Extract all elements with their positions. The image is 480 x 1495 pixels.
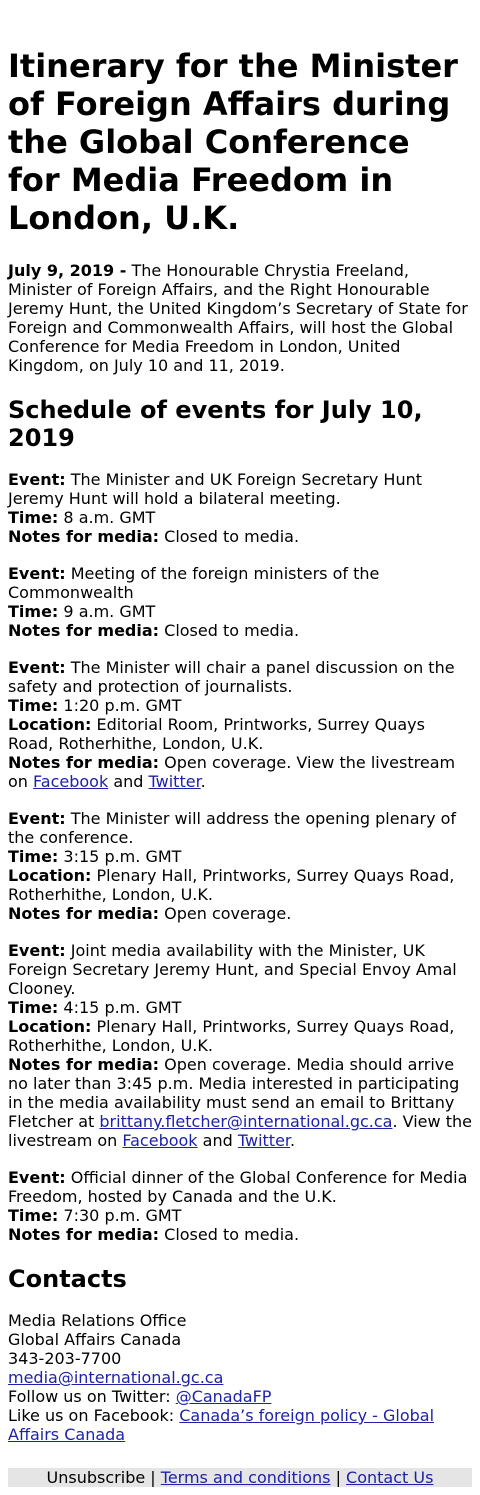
notes-label: Notes for media: bbox=[8, 753, 160, 772]
notes-label: Notes for media: bbox=[8, 621, 160, 640]
contacts-title: Contacts bbox=[8, 1265, 127, 1293]
footer-bar bbox=[8, 1468, 472, 1487]
notes-label: Notes for media: bbox=[8, 904, 160, 923]
event-item-5 bbox=[8, 941, 472, 1150]
facebook-livestream-link[interactable]: Facebook bbox=[122, 1131, 198, 1150]
event-description: Official dinner of the Global Conference for Media Freedom, hosted by Canada and the U.K. bbox=[8, 1168, 468, 1206]
unsubscribe-text[interactable]: Unsubscribe bbox=[46, 1468, 146, 1487]
event-item-6 bbox=[8, 1168, 472, 1244]
email-link[interactable]: brittany.fletcher@international.gc.ca bbox=[99, 1112, 393, 1131]
event-description: The Minister and UK Foreign Secretary Hunt Jeremy Hunt will hold a bilateral meeting. bbox=[8, 470, 423, 508]
notes-label: Notes for media: bbox=[8, 1225, 160, 1244]
event-time: 7:30 p.m. GMT bbox=[63, 1206, 182, 1225]
event-notes: Closed to media. bbox=[164, 527, 300, 546]
period: . bbox=[200, 772, 206, 791]
location-label: Location: bbox=[8, 866, 92, 885]
notes-label: Notes for media: bbox=[8, 1055, 160, 1074]
footer-separator: | bbox=[335, 1468, 341, 1487]
event-location: Plenary Hall, Printworks, Surrey Quays Road, Rotherhithe, London, U.K. bbox=[8, 1017, 455, 1055]
time-label: Time: bbox=[8, 1206, 59, 1225]
facebook-label: Like us on Facebook: bbox=[8, 1406, 175, 1425]
event-label: Event: bbox=[8, 470, 66, 489]
twitter-livestream-link[interactable]: Twitter bbox=[148, 772, 201, 791]
contact-org: Global Affairs Canada bbox=[8, 1330, 182, 1349]
event-description: Joint media availability with the Minister, UK Foreign Secretary Jeremy Hunt, and Special Envoy Amal Clooney. bbox=[8, 941, 457, 998]
contact-email-link[interactable]: media@international.gc.ca bbox=[8, 1368, 224, 1387]
event-notes: Open coverage. Media should arrive no later than 3:45 p.m. Media interested in participating in the media availability must send an email to Brittany Fletcher at bbox=[8, 1055, 460, 1131]
event-time: 9 a.m. GMT bbox=[63, 602, 156, 621]
event-item-4 bbox=[8, 809, 472, 923]
contacts-block bbox=[8, 1311, 472, 1444]
time-label: Time: bbox=[8, 998, 59, 1017]
event-description: Meeting of the foreign ministers of the Commonwealth bbox=[8, 564, 380, 602]
location-label: Location: bbox=[8, 1017, 92, 1036]
footer-separator: | bbox=[150, 1468, 156, 1487]
contact-us-link[interactable]: Contact Us bbox=[346, 1468, 434, 1487]
event-label: Event: bbox=[8, 941, 66, 960]
intro-paragraph bbox=[8, 261, 472, 375]
twitter-handle-link[interactable]: @CanadaFP bbox=[175, 1387, 272, 1406]
event-notes: Open coverage. View the livestream on bbox=[8, 753, 456, 791]
event-time: 8 a.m. GMT bbox=[63, 508, 156, 527]
intro-date: July 9, 2019 - bbox=[8, 261, 127, 280]
facebook-page-link[interactable]: Canada’s foreign policy - Global Affairs Canada bbox=[8, 1406, 435, 1444]
schedule-title: Schedule of events for July 10, 2019 bbox=[8, 396, 423, 452]
page-title: Itinerary for the Minister of Foreign Affairs during the Global Conference for Media Freedom in London, U.K. bbox=[8, 47, 458, 237]
event-notes-mid: . View the livestream on bbox=[8, 1112, 472, 1150]
event-location: Editorial Room, Printworks, Surrey Quays Road, Rotherhithe, London, U.K. bbox=[8, 715, 425, 753]
time-label: Time: bbox=[8, 602, 59, 621]
event-label: Event: bbox=[8, 564, 66, 583]
facebook-livestream-link[interactable]: Facebook bbox=[33, 772, 109, 791]
time-label: Time: bbox=[8, 696, 59, 715]
event-notes: Open coverage. bbox=[164, 904, 292, 923]
event-description: The Minister will address the opening plenary of the conference. bbox=[8, 809, 457, 847]
time-label: Time: bbox=[8, 847, 59, 866]
and-text: and bbox=[202, 1131, 233, 1150]
terms-link[interactable]: Terms and conditions bbox=[160, 1468, 331, 1487]
period: . bbox=[290, 1131, 296, 1150]
time-label: Time: bbox=[8, 508, 59, 527]
twitter-livestream-link[interactable]: Twitter bbox=[237, 1131, 291, 1150]
event-item-3 bbox=[8, 658, 472, 791]
event-notes: Closed to media. bbox=[164, 1225, 300, 1244]
notes-label: Notes for media: bbox=[8, 527, 160, 546]
event-label: Event: bbox=[8, 658, 66, 677]
contact-office: Media Relations Office bbox=[8, 1311, 187, 1330]
twitter-label: Follow us on Twitter: bbox=[8, 1387, 171, 1406]
event-item-1 bbox=[8, 470, 472, 546]
event-item-2 bbox=[8, 564, 472, 640]
event-label: Event: bbox=[8, 809, 66, 828]
contact-phone: 343-203-7700 bbox=[8, 1349, 122, 1368]
event-location: Plenary Hall, Printworks, Surrey Quays Road, Rotherhithe, London, U.K. bbox=[8, 866, 455, 904]
event-description: The Minister will chair a panel discussion on the safety and protection of journalists. bbox=[8, 658, 455, 696]
intro-text: The Honourable Chrystia Freeland, Minister of Foreign Affairs, and the Right Honourable Jeremy Hunt, the United Kingdom’s Secretary of State for Foreign and Commonwealth Affairs, will host the Global Conference for Media Freedom in London, United Kingdom, on July 10 and 11, 2019. bbox=[8, 261, 468, 375]
event-time: 4:15 p.m. GMT bbox=[63, 998, 182, 1017]
event-time: 1:20 p.m. GMT bbox=[63, 696, 182, 715]
event-label: Event: bbox=[8, 1168, 66, 1187]
and-text: and bbox=[113, 772, 144, 791]
event-time: 3:15 p.m. GMT bbox=[63, 847, 182, 866]
location-label: Location: bbox=[8, 715, 92, 734]
event-notes: Closed to media. bbox=[164, 621, 300, 640]
